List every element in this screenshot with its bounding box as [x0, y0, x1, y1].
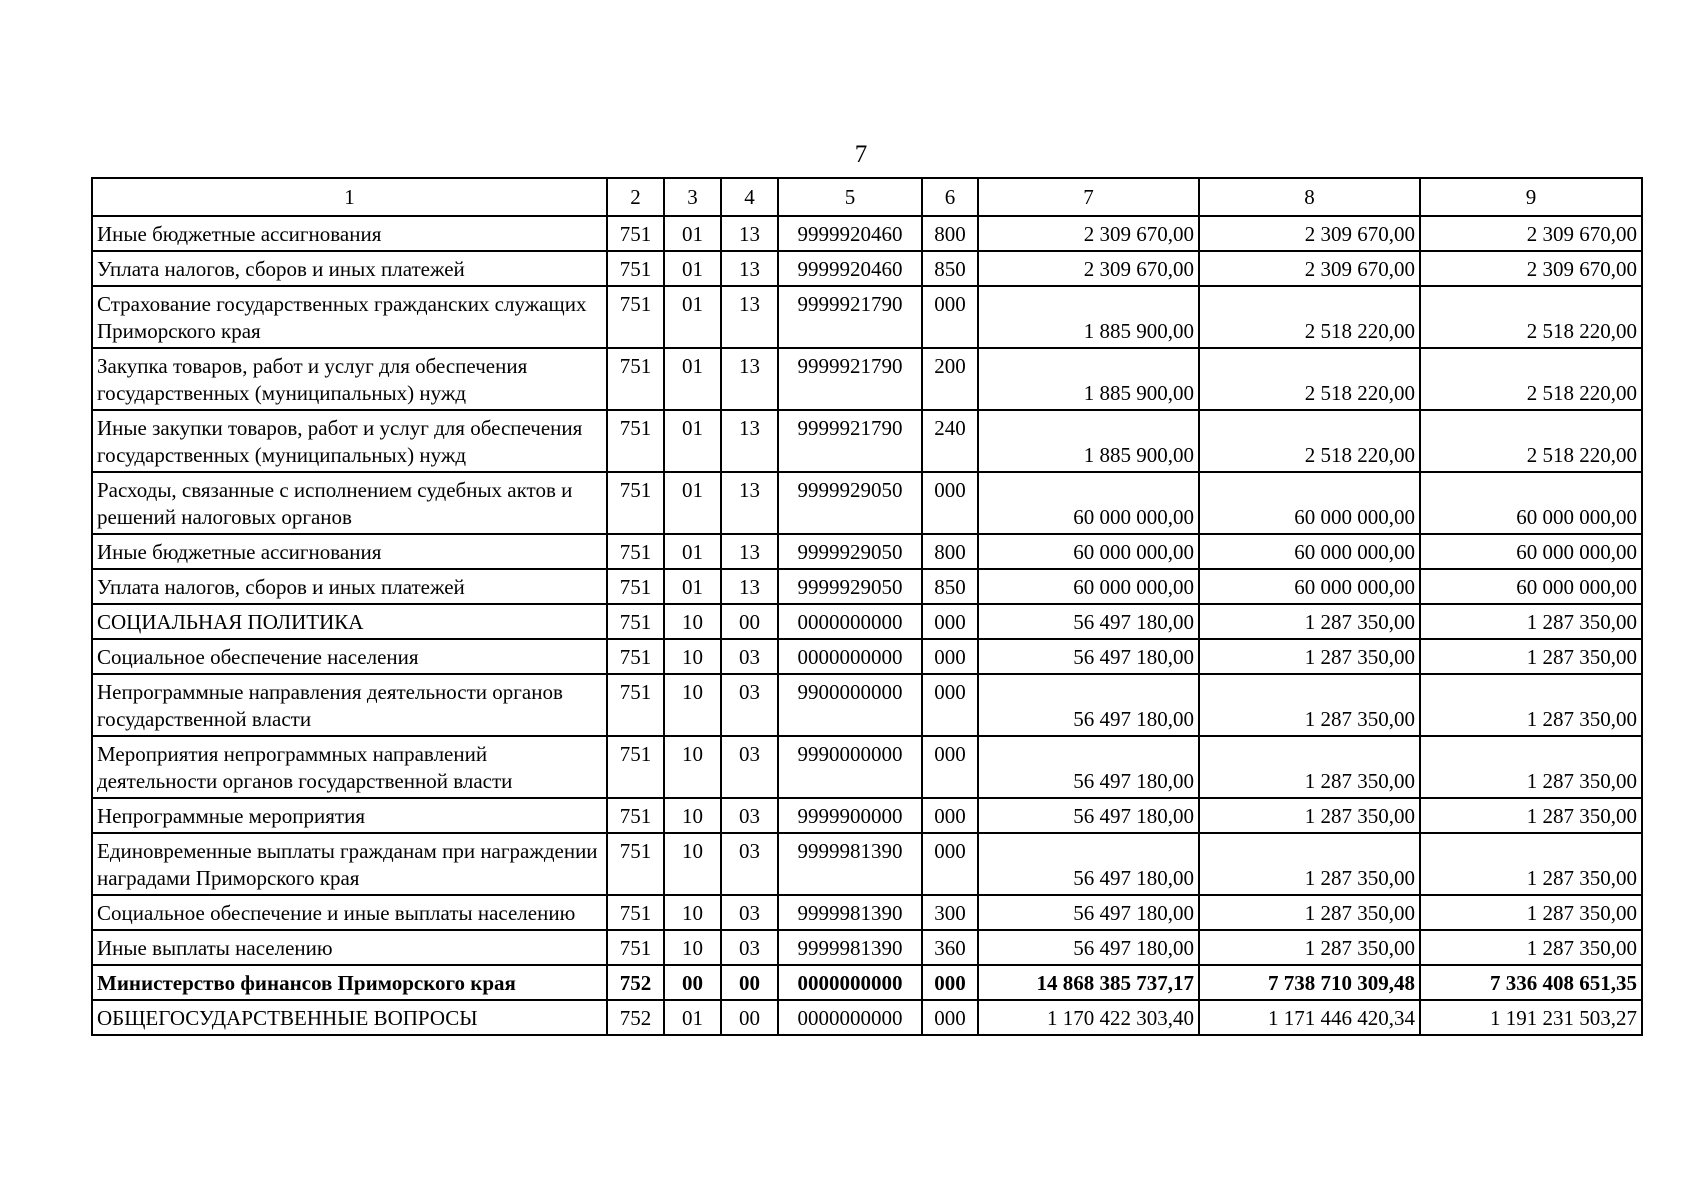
row-name-cell: Единовременные выплаты гражданам при награждении наградами Приморского края: [92, 833, 607, 895]
code-cell: 9999981390: [778, 833, 922, 895]
code-cell: 000: [922, 286, 978, 348]
code-cell: 000: [922, 798, 978, 833]
code-cell: 751: [607, 534, 664, 569]
row-name-cell: Уплата налогов, сборов и иных платежей: [92, 569, 607, 604]
code-cell: 000: [922, 1000, 978, 1035]
amount-cell: 2 309 670,00: [1420, 251, 1642, 286]
row-name-cell: Иные бюджетные ассигнования: [92, 534, 607, 569]
amount-cell: 60 000 000,00: [1199, 569, 1420, 604]
table-row: [92, 798, 1642, 833]
amount-cell: 1 287 350,00: [1420, 833, 1642, 895]
code-cell: 10: [664, 930, 721, 965]
amount-cell: 2 518 220,00: [1420, 348, 1642, 410]
header-cell: 3: [664, 178, 721, 216]
code-cell: 13: [721, 410, 778, 472]
code-cell: 01: [664, 534, 721, 569]
code-cell: 10: [664, 639, 721, 674]
amount-cell: 1 287 350,00: [1199, 895, 1420, 930]
code-cell: 9999929050: [778, 472, 922, 534]
table-row: [92, 569, 1642, 604]
code-cell: 00: [721, 604, 778, 639]
code-cell: 13: [721, 472, 778, 534]
amount-cell: 1 885 900,00: [978, 348, 1199, 410]
code-cell: 00: [721, 965, 778, 1000]
row-name-cell: Непрограммные мероприятия: [92, 798, 607, 833]
amount-cell: 1 287 350,00: [1199, 674, 1420, 736]
table-row: [92, 965, 1642, 1000]
amount-cell: 1 287 350,00: [1199, 639, 1420, 674]
amount-cell: 1 287 350,00: [1199, 833, 1420, 895]
code-cell: 01: [664, 348, 721, 410]
code-cell: 03: [721, 674, 778, 736]
code-cell: 01: [664, 286, 721, 348]
amount-cell: 2 309 670,00: [1199, 251, 1420, 286]
header-cell: 1: [92, 178, 607, 216]
code-cell: 300: [922, 895, 978, 930]
amount-cell: 1 287 350,00: [1420, 674, 1642, 736]
amount-cell: 60 000 000,00: [1420, 472, 1642, 534]
row-name-cell: Мероприятия непрограммных направлений деятельности органов государственной власти: [92, 736, 607, 798]
row-name-cell: СОЦИАЛЬНАЯ ПОЛИТИКА: [92, 604, 607, 639]
code-cell: 751: [607, 895, 664, 930]
amount-cell: 1 885 900,00: [978, 410, 1199, 472]
amount-cell: 1 885 900,00: [978, 286, 1199, 348]
amount-cell: 60 000 000,00: [978, 472, 1199, 534]
amount-cell: 2 518 220,00: [1199, 286, 1420, 348]
row-name-cell: Закупка товаров, работ и услуг для обеспечения государственных (муниципальных) нужд: [92, 348, 607, 410]
code-cell: 00: [664, 965, 721, 1000]
row-name-cell: Иные выплаты населению: [92, 930, 607, 965]
header-cell: 8: [1199, 178, 1420, 216]
amount-cell: 2 518 220,00: [1420, 286, 1642, 348]
code-cell: 751: [607, 569, 664, 604]
code-cell: 000: [922, 833, 978, 895]
code-cell: 01: [664, 569, 721, 604]
amount-cell: 2 309 670,00: [1199, 216, 1420, 251]
code-cell: 03: [721, 930, 778, 965]
row-name-cell: Непрограммные направления деятельности органов государственной власти: [92, 674, 607, 736]
code-cell: 752: [607, 1000, 664, 1035]
code-cell: 13: [721, 251, 778, 286]
code-cell: 01: [664, 472, 721, 534]
code-cell: 000: [922, 674, 978, 736]
code-cell: 850: [922, 251, 978, 286]
header-cell: 7: [978, 178, 1199, 216]
amount-cell: 56 497 180,00: [978, 895, 1199, 930]
table-row: [92, 639, 1642, 674]
code-cell: 0000000000: [778, 965, 922, 1000]
code-cell: 850: [922, 569, 978, 604]
table-row: [92, 895, 1642, 930]
code-cell: 751: [607, 472, 664, 534]
amount-cell: 1 287 350,00: [1199, 930, 1420, 965]
code-cell: 9999981390: [778, 930, 922, 965]
code-cell: 9999921790: [778, 410, 922, 472]
code-cell: 9990000000: [778, 736, 922, 798]
code-cell: 751: [607, 604, 664, 639]
table-row: [92, 833, 1642, 895]
row-name-cell: Иные закупки товаров, работ и услуг для обеспечения государственных (муниципальных) нужд: [92, 410, 607, 472]
code-cell: 9999981390: [778, 895, 922, 930]
amount-cell: 2 309 670,00: [1420, 216, 1642, 251]
amount-cell: 56 497 180,00: [978, 736, 1199, 798]
row-name-cell: ОБЩЕГОСУДАРСТВЕННЫЕ ВОПРОСЫ: [92, 1000, 607, 1035]
amount-cell: 2 518 220,00: [1420, 410, 1642, 472]
code-cell: 200: [922, 348, 978, 410]
code-cell: 752: [607, 965, 664, 1000]
code-cell: 0000000000: [778, 639, 922, 674]
code-cell: 03: [721, 895, 778, 930]
code-cell: 10: [664, 798, 721, 833]
code-cell: 751: [607, 251, 664, 286]
amount-cell: 56 497 180,00: [978, 639, 1199, 674]
table-row: [92, 930, 1642, 965]
code-cell: 13: [721, 286, 778, 348]
amount-cell: 7 336 408 651,35: [1420, 965, 1642, 1000]
code-cell: 9999921790: [778, 348, 922, 410]
code-cell: 01: [664, 216, 721, 251]
code-cell: 800: [922, 534, 978, 569]
table-row: [92, 736, 1642, 798]
row-name-cell: Социальное обеспечение и иные выплаты населению: [92, 895, 607, 930]
budget-table: [91, 177, 1643, 1036]
code-cell: 9900000000: [778, 674, 922, 736]
code-cell: 13: [721, 534, 778, 569]
row-name-cell: Социальное обеспечение населения: [92, 639, 607, 674]
code-cell: 01: [664, 1000, 721, 1035]
code-cell: 9999920460: [778, 251, 922, 286]
amount-cell: 60 000 000,00: [1420, 534, 1642, 569]
amount-cell: 1 287 350,00: [1420, 639, 1642, 674]
amount-cell: 1 287 350,00: [1420, 604, 1642, 639]
amount-cell: 1 287 350,00: [1420, 736, 1642, 798]
amount-cell: 14 868 385 737,17: [978, 965, 1199, 1000]
page-number: 7: [854, 141, 868, 168]
code-cell: 01: [664, 251, 721, 286]
amount-cell: 56 497 180,00: [978, 674, 1199, 736]
code-cell: 240: [922, 410, 978, 472]
table-row: [92, 534, 1642, 569]
code-cell: 751: [607, 216, 664, 251]
code-cell: 360: [922, 930, 978, 965]
code-cell: 10: [664, 674, 721, 736]
code-cell: 0000000000: [778, 604, 922, 639]
row-name-cell: Расходы, связанные с исполнением судебных актов и решений налоговых органов: [92, 472, 607, 534]
code-cell: 751: [607, 833, 664, 895]
code-cell: 10: [664, 895, 721, 930]
amount-cell: 1 171 446 420,34: [1199, 1000, 1420, 1035]
amount-cell: 1 287 350,00: [1420, 930, 1642, 965]
code-cell: 03: [721, 639, 778, 674]
amount-cell: 2 309 670,00: [978, 251, 1199, 286]
code-cell: 751: [607, 798, 664, 833]
table-row: [92, 348, 1642, 410]
amount-cell: 1 287 350,00: [1199, 798, 1420, 833]
code-cell: 751: [607, 286, 664, 348]
amount-cell: 60 000 000,00: [1199, 534, 1420, 569]
amount-cell: 1 287 350,00: [1199, 604, 1420, 639]
code-cell: 13: [721, 216, 778, 251]
code-cell: 751: [607, 674, 664, 736]
code-cell: 03: [721, 736, 778, 798]
code-cell: 000: [922, 736, 978, 798]
amount-cell: 60 000 000,00: [978, 534, 1199, 569]
code-cell: 9999921790: [778, 286, 922, 348]
amount-cell: 7 738 710 309,48: [1199, 965, 1420, 1000]
code-cell: 9999900000: [778, 798, 922, 833]
code-cell: 751: [607, 639, 664, 674]
row-name-cell: Уплата налогов, сборов и иных платежей: [92, 251, 607, 286]
table-row: [92, 251, 1642, 286]
amount-cell: 1 287 350,00: [1199, 736, 1420, 798]
table-row: [92, 674, 1642, 736]
code-cell: 10: [664, 604, 721, 639]
code-cell: 751: [607, 930, 664, 965]
code-cell: 9999929050: [778, 534, 922, 569]
code-cell: 000: [922, 604, 978, 639]
amount-cell: 1 191 231 503,27: [1420, 1000, 1642, 1035]
amount-cell: 1 287 350,00: [1420, 895, 1642, 930]
code-cell: 000: [922, 639, 978, 674]
table-row: [92, 1000, 1642, 1035]
code-cell: 000: [922, 472, 978, 534]
code-cell: 0000000000: [778, 1000, 922, 1035]
code-cell: 751: [607, 410, 664, 472]
amount-cell: 2 518 220,00: [1199, 410, 1420, 472]
code-cell: 03: [721, 798, 778, 833]
amount-cell: 56 497 180,00: [978, 833, 1199, 895]
amount-cell: 2 309 670,00: [978, 216, 1199, 251]
table-row: [92, 604, 1642, 639]
amount-cell: 56 497 180,00: [978, 604, 1199, 639]
code-cell: 000: [922, 965, 978, 1000]
amount-cell: 1 170 422 303,40: [978, 1000, 1199, 1035]
amount-cell: 60 000 000,00: [1199, 472, 1420, 534]
amount-cell: 60 000 000,00: [978, 569, 1199, 604]
code-cell: 10: [664, 833, 721, 895]
header-cell: 6: [922, 178, 978, 216]
amount-cell: 1 287 350,00: [1420, 798, 1642, 833]
header-cell: 2: [607, 178, 664, 216]
code-cell: 13: [721, 569, 778, 604]
header-cell: 4: [721, 178, 778, 216]
code-cell: 10: [664, 736, 721, 798]
row-name-cell: Иные бюджетные ассигнования: [92, 216, 607, 251]
amount-cell: 60 000 000,00: [1420, 569, 1642, 604]
table-row: [92, 216, 1642, 251]
code-cell: 9999920460: [778, 216, 922, 251]
code-cell: 01: [664, 410, 721, 472]
amount-cell: 56 497 180,00: [978, 798, 1199, 833]
code-cell: 13: [721, 348, 778, 410]
code-cell: 751: [607, 736, 664, 798]
code-cell: 03: [721, 833, 778, 895]
table-row: [92, 472, 1642, 534]
row-name-cell: Страхование государственных гражданских служащих Приморского края: [92, 286, 607, 348]
table-row: [92, 286, 1642, 348]
row-name-cell: Министерство финансов Приморского края: [92, 965, 607, 1000]
header-cell: 9: [1420, 178, 1642, 216]
code-cell: 751: [607, 348, 664, 410]
amount-cell: 56 497 180,00: [978, 930, 1199, 965]
amount-cell: 2 518 220,00: [1199, 348, 1420, 410]
header-cell: 5: [778, 178, 922, 216]
header-row: [92, 178, 1642, 216]
code-cell: 9999929050: [778, 569, 922, 604]
code-cell: 800: [922, 216, 978, 251]
code-cell: 00: [721, 1000, 778, 1035]
table-row: [92, 410, 1642, 472]
